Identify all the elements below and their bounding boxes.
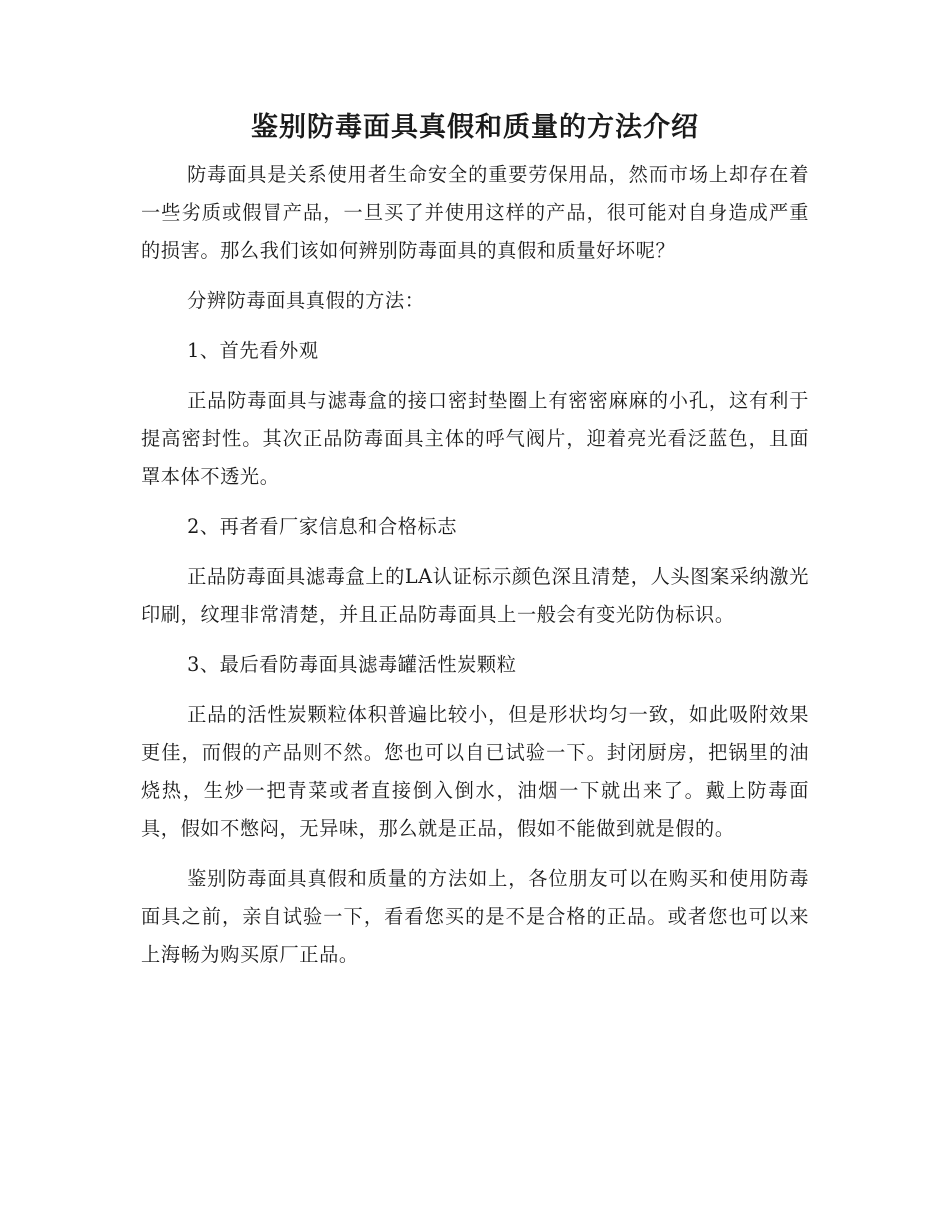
subheading-activated-carbon: 3、最后看防毒面具滤毒罐活性炭颗粒 <box>187 653 517 676</box>
paragraph-intro: 防毒面具是关系使用者生命安全的重要劳保用品，然而市场上却存在着一些劣质或假冒产品，一旦买了并使用这样的产品，很可能对自身造成严重的损害。那么我们该如何辨别防毒面具的真假和质量好坏呢？ <box>141 163 809 262</box>
section-heading-methods: 分辨防毒面具真假的方法： <box>187 289 425 312</box>
document-page <box>141 106 809 986</box>
paragraph-activated-carbon: 正品的活性炭颗粒体积普遍比较小，但是形状均匀一致，如此吸附效果更佳，而假的产品则不然。您也可以自已试验一下。封闭厨房，把锅里的油烧热，生炒一把青菜或者直接倒入倒水，油烟一下就出来了。戴上防毒面具，假如不憋闷，无异味，那么就是正品，假如不能做到就是假的。 <box>141 703 809 840</box>
paragraph-manufacturer-info: 正品防毒面具滤毒盒上的LA认证标示颜色深且清楚，人头图案采纳激光印刷，纹理非常清楚，并且正品防毒面具上一般会有变光防伪标识。 <box>141 565 809 626</box>
paragraph-appearance: 正品防毒面具与滤毒盒的接口密封垫圈上有密密麻麻的小孔，这有利于提高密封性。其次正品防毒面具主体的呼气阀片，迎着亮光看泛蓝色，且面罩本体不透光。 <box>141 389 809 488</box>
subheading-manufacturer-info: 2、再者看厂家信息和合格标志 <box>187 515 458 538</box>
subheading-appearance: 1、首先看外观 <box>187 339 319 362</box>
paragraph-conclusion: 鉴别防毒面具真假和质量的方法如上，各位朋友可以在购买和使用防毒面具之前，亲自试验一下，看看您买的是不是合格的正品。或者您也可以来上海畅为购买原厂正品。 <box>141 867 809 966</box>
document-title: 鉴别防毒面具真假和质量的方法介绍 <box>251 112 699 143</box>
